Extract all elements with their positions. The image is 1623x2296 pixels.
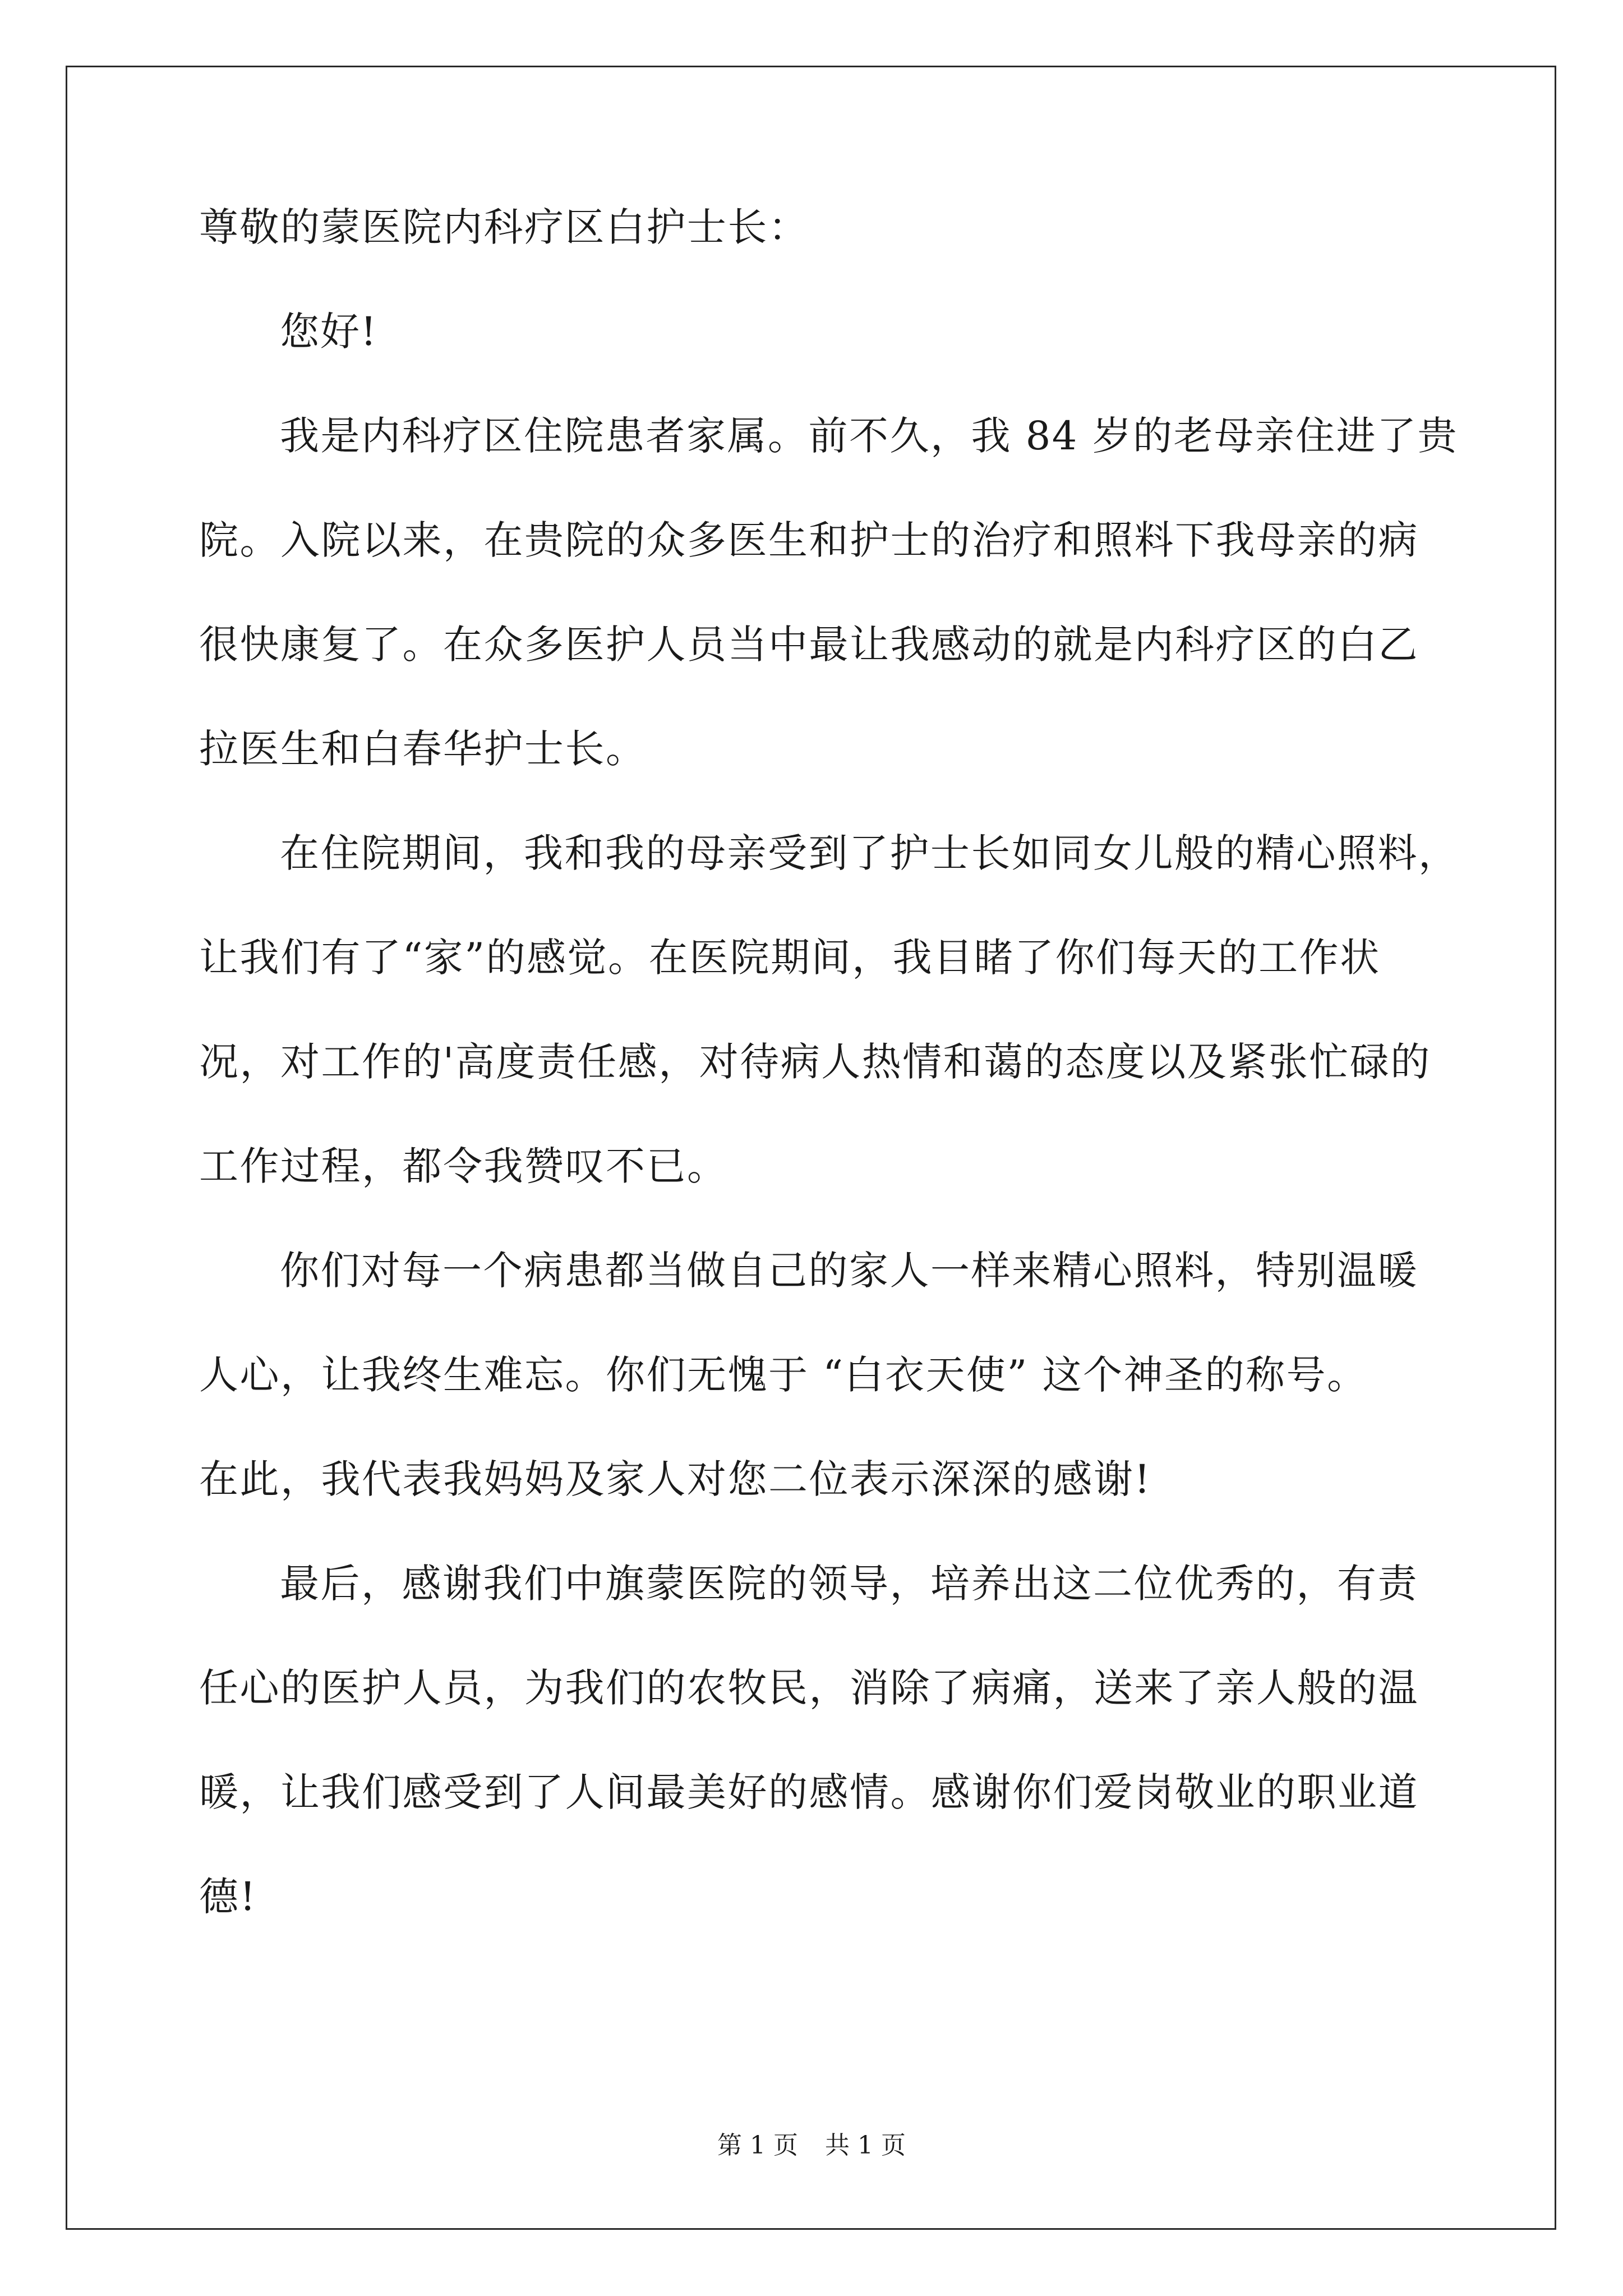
paragraph-2-line-3: 况，对工作的'高度责任感，对待病人热情和蔼的态度以及紧张忙碌的: [199, 1039, 1431, 1085]
paragraph-4-line-3: 暖，让我们感受到了人间最美好的感情。感谢你们爱岗敬业的职业道: [199, 1769, 1419, 1815]
paragraph-1-line-3: 很快康复了。在众多医护人员当中最让我感动的就是内科疗区的白乙: [199, 622, 1419, 668]
paragraph-2-line-1: 在住院期间，我和我的母亲受到了护士长如同女儿般的精心照料，: [280, 830, 1459, 876]
page-footer: [0, 2132, 1623, 2160]
paragraph-2-line-4: 工作过程，都令我赞叹不已。: [199, 1143, 728, 1189]
paragraph-3-line-3: 在此，我代表我妈妈及家人对您二位表示深深的感谢!: [199, 1456, 1152, 1502]
paragraph-2-line-2: 让我们有了“家”的感觉。在医院期间，我目睹了你们每天的工作状: [199, 935, 1381, 981]
letter-body: [199, 204, 1459, 1981]
greeting: 您好!: [280, 309, 378, 355]
salutation: 尊敬的蒙医院内科疗区白护士长：: [199, 204, 809, 250]
page-number: 第 1 页: [717, 2131, 798, 2160]
paragraph-4-line-1: 最后，感谢我们中旗蒙医院的领导，培养出这二位优秀的，有责: [280, 1561, 1418, 1607]
paragraph-1-line-2: 院。入院以来，在贵院的众多医生和护士的治疗和照料下我母亲的病: [199, 517, 1419, 563]
paragraph-1-line-1: 我是内科疗区住院患者家属。前不久，我 84 岁的老母亲住进了贵: [280, 413, 1459, 459]
page-total: 共 1 页: [825, 2131, 906, 2160]
paragraph-1-line-4: 拉医生和白春华护士长。: [199, 726, 647, 772]
paragraph-4-line-4: 德!: [199, 1874, 257, 1920]
paragraph-3-line-1: 你们对每一个病患都当做自己的家人一样来精心照料，特别温暖: [280, 1248, 1418, 1294]
paragraph-3-line-2: 人心，让我终生难忘。你们无愧于 “白衣天使” 这个神圣的称号。: [199, 1352, 1368, 1398]
paragraph-4-line-2: 任心的医护人员，为我们的农牧民，消除了病痛，送来了亲人般的温: [199, 1665, 1419, 1711]
